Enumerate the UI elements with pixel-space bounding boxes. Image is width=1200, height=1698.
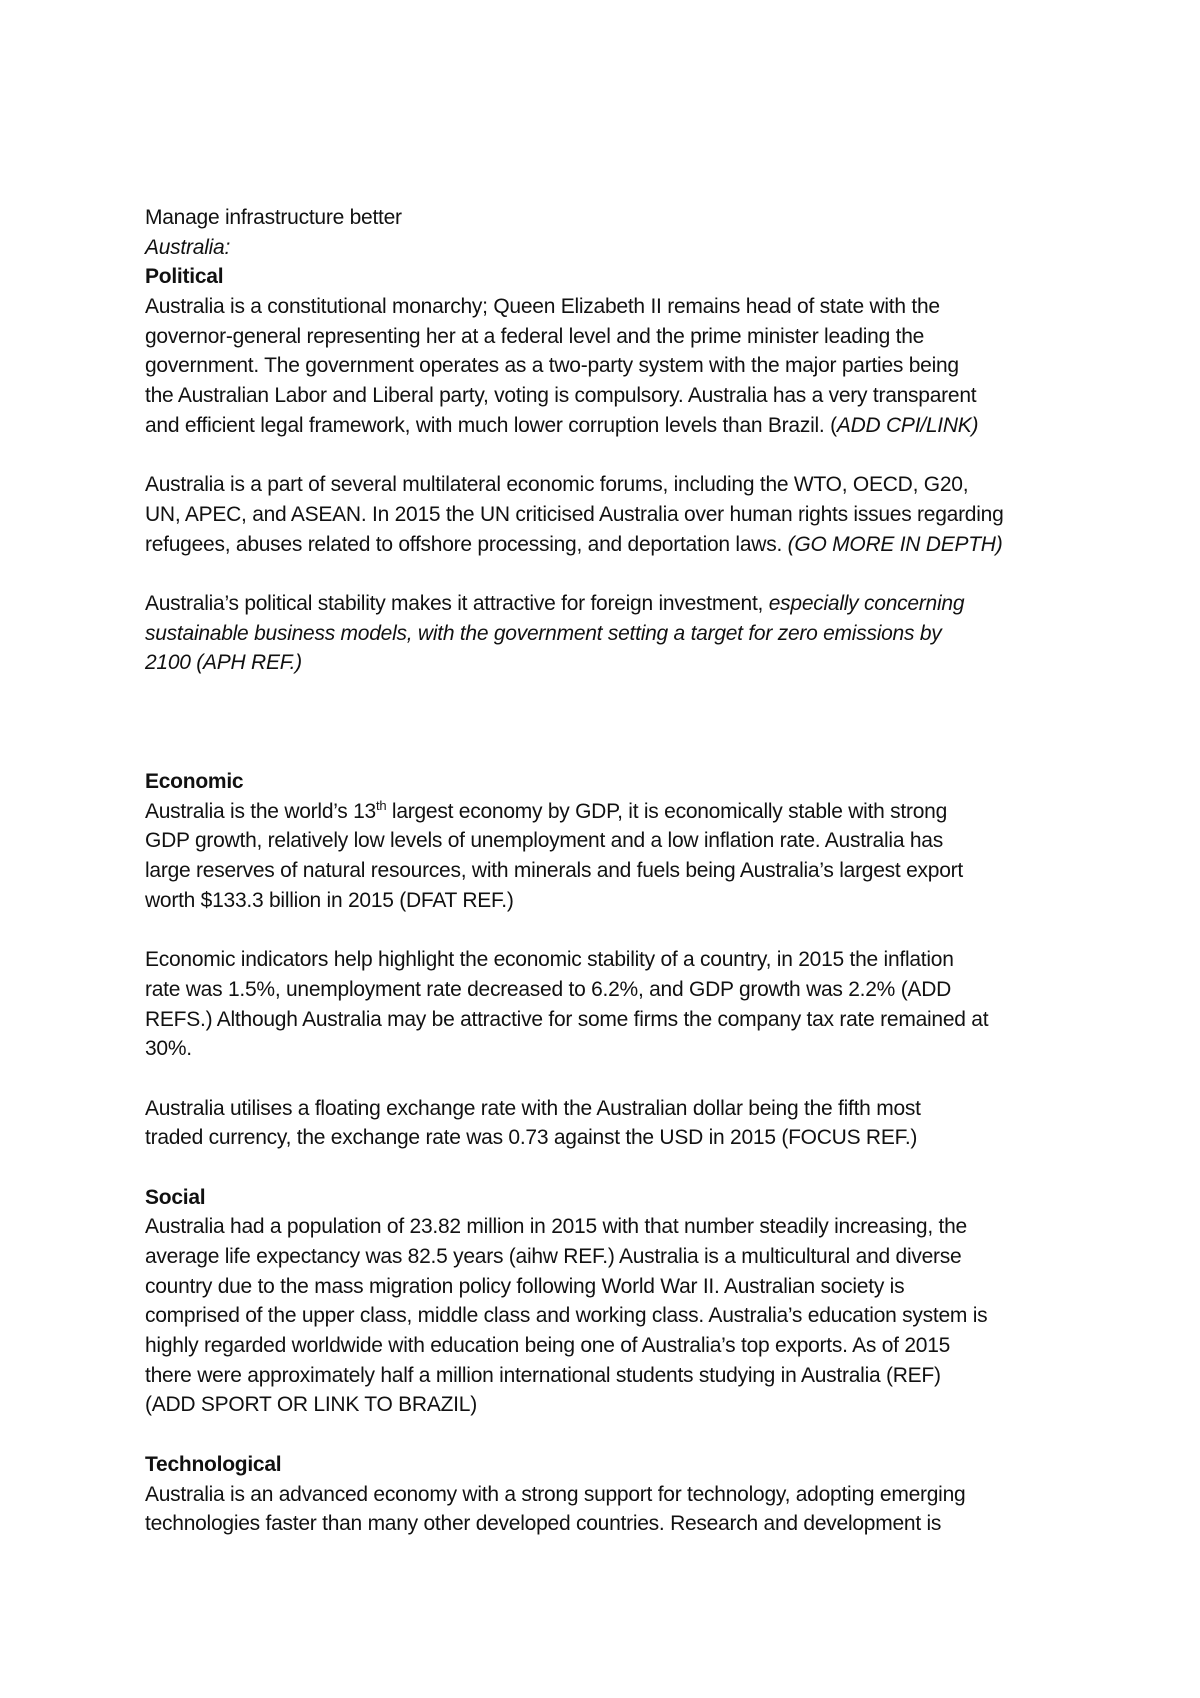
political-p1-note: ADD CPI/LINK) — [836, 413, 979, 437]
section-heading-technological: Technological — [145, 1452, 282, 1476]
economic-p2-line: Economic indicators help highlight the economic stability of a country, in 2015 the inflation — [145, 948, 954, 972]
economic-p2-line: rate was 1.5%, unemployment rate decreased to 6.2%, and GDP growth was 2.2% (ADD — [145, 977, 952, 1001]
section-heading-social: Social — [145, 1185, 206, 1209]
political-p2-line: UN, APEC, and ASEAN. In 2015 the UN criticised Australia over human rights issues regarding — [145, 502, 1004, 526]
social-p1-line: there were approximately half a million international students studying in Australia (REF) — [145, 1363, 941, 1387]
economic-p1-line: GDP growth, relatively low levels of unemployment and a low inflation rate. Australia has — [145, 829, 943, 853]
political-p2-line — [145, 530, 1075, 560]
political-p2-note: (GO MORE IN DEPTH) — [787, 532, 1003, 556]
economic-p3-line: traded currency, the exchange rate was 0.73 against the USD in 2015 (FOCUS REF.) — [145, 1126, 918, 1150]
economic-p1-text: largest economy by GDP, it is economically stable with strong — [386, 799, 948, 823]
document-title: Manage infrastructure better — [145, 206, 402, 229]
country-label: Australia: — [145, 235, 231, 259]
section-heading-political: Political — [145, 265, 224, 289]
political-p3-line — [145, 589, 1075, 619]
social-p1-line: Australia had a population of 23.82 million in 2015 with that number steadily increasing, the — [145, 1215, 967, 1239]
social-p1-line: highly regarded worldwide with education being one of Australia’s top exports. As of 2015 — [145, 1334, 951, 1358]
political-p3-line: sustainable business models, with the government setting a target for zero emissions by — [145, 621, 942, 645]
social-p1-line: (ADD SPORT OR LINK TO BRAZIL) — [145, 1393, 477, 1417]
political-p2-line: Australia is a part of several multilateral economic forums, including the WTO, OECD, G20, — [145, 473, 969, 497]
political-p3-line: 2100 (APH REF.) — [145, 651, 302, 675]
economic-p2-line: 30%. — [145, 1037, 192, 1061]
economic-p1-line: worth $133.3 billion in 2015 (DFAT REF.) — [145, 888, 514, 912]
social-p1-line: country due to the mass migration policy following World War II. Australian society is — [145, 1274, 905, 1298]
political-p1-line: the Australian Labor and Liberal party, voting is compulsory. Australia has a very transparent — [145, 384, 977, 408]
document-body — [145, 203, 1075, 1539]
political-p3-text: Australia’s political stability makes it attractive for foreign investment, — [145, 591, 769, 615]
section-heading-economic: Economic — [145, 770, 244, 793]
social-p1-line: comprised of the upper class, middle class and working class. Australia’s education system is — [145, 1304, 988, 1328]
political-p1-line — [145, 411, 1075, 441]
economic-p1-line: large reserves of natural resources, with minerals and fuels being Australia’s largest export — [145, 859, 963, 883]
technological-p1-line: Australia is an advanced economy with a strong support for technology, adopting emerging — [145, 1482, 966, 1506]
political-p1-line: government. The government operates as a two-party system with the major parties being — [145, 354, 959, 378]
political-p1-line: governor-general representing her at a federal level and the prime minister leading the — [145, 324, 925, 348]
superscript: th — [375, 797, 387, 813]
economic-p2-line: REFS.) Although Australia may be attractive for some firms the company tax rate remained at — [145, 1007, 989, 1031]
political-p1-line: Australia is a constitutional monarchy; Queen Elizabeth II remains head of state with the — [145, 295, 940, 319]
political-p3-italic: especially concerning — [768, 591, 965, 615]
economic-p1-line — [145, 797, 1075, 827]
technological-p1-line: technologies faster than many other developed countries. Research and development is — [145, 1512, 942, 1536]
economic-p1-text: Australia is the world’s 13 — [145, 799, 376, 823]
social-p1-line: average life expectancy was 82.5 years (aihw REF.) Australia is a multicultural and diverse — [145, 1245, 962, 1268]
political-p1-text: and efficient legal framework, with much lower corruption levels than Brazil. ( — [145, 413, 837, 437]
political-p2-text: refugees, abuses related to offshore processing, and deportation laws. — [145, 532, 788, 556]
economic-p3-line: Australia utilises a floating exchange rate with the Australian dollar being the fifth most — [145, 1096, 921, 1120]
